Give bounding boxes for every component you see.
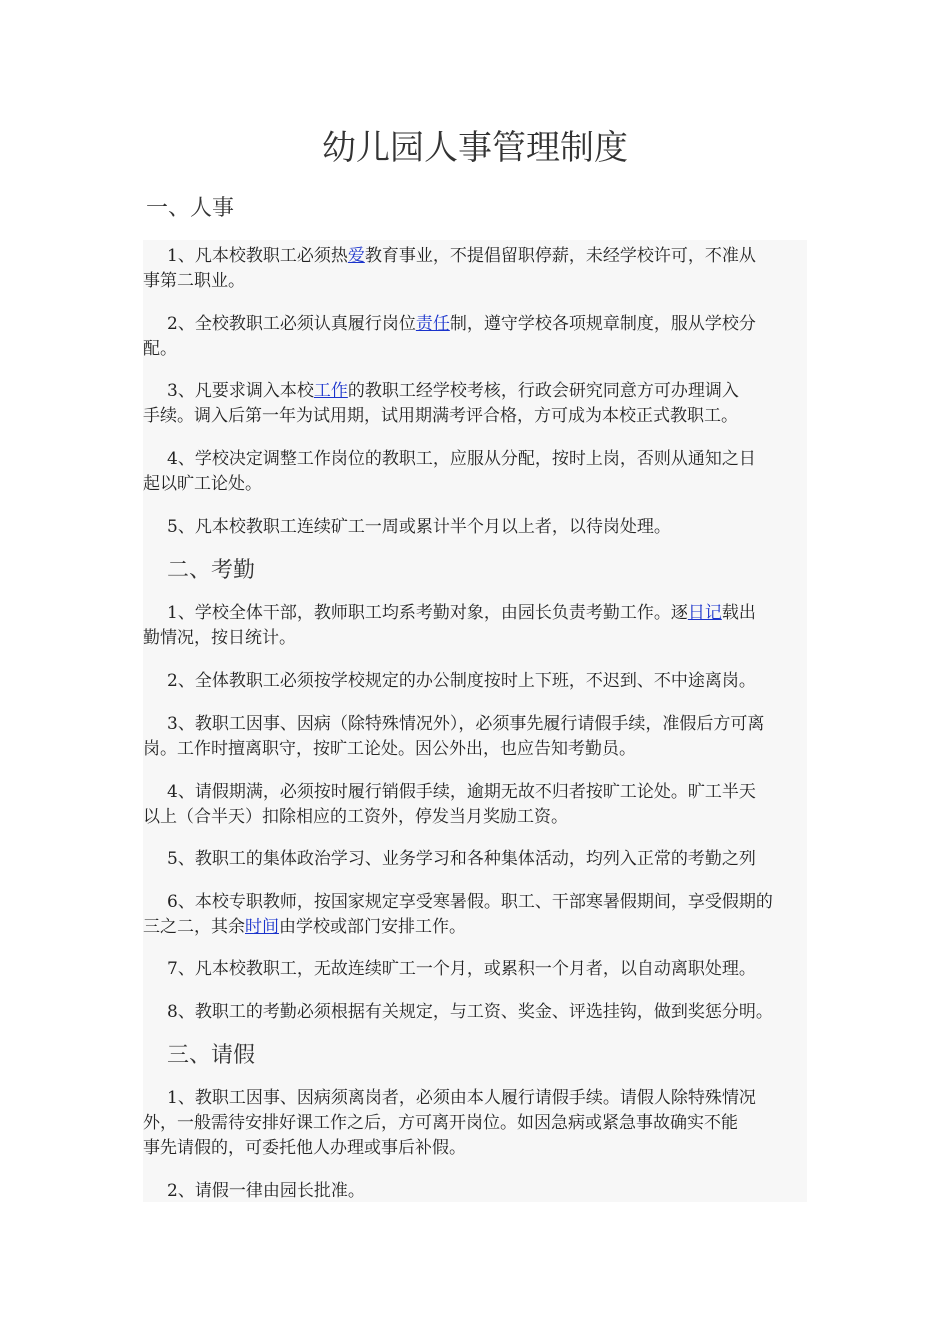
link-love[interactable]: 爱 — [347, 246, 365, 266]
paragraph-2-4: 4、请假期满，必须按时履行销假手续，逾期无故不归者按旷工论处。旷工半天 以上（合半天）扣除相应的工资外，停发当月奖励工资。 — [143, 782, 756, 827]
paragraph-1-2: 2、全校教职工必须认真履行岗位责任制，遵守学校各项规章制度，服从学校分 配。 — [143, 314, 756, 359]
paragraph-1-1: 1、凡本校教职工必须热爱教育事业，不提倡留职停薪，未经学校许可，不准从 事第二职业。 — [143, 246, 756, 291]
paragraph-2-2: 2、全体教职工必须按学校规定的办公制度按时上下班，不迟到、不中途离岗。 — [167, 671, 756, 691]
paragraph-3-2: 2、请假一律由园长批准。 — [167, 1181, 365, 1201]
paragraph-2-3: 3、教职工因事、因病（除特殊情况外），必须事先履行请假手续，准假后方可离 岗。工作时擅离职守，按旷工论处。因公外出，也应告知考勤员。 — [143, 714, 765, 759]
paragraph-2-8: 8、教职工的考勤必须根据有关规定，与工资、奖金、评选挂钩，做到奖惩分明。 — [167, 1002, 773, 1022]
section-heading-3: 三、请假 — [167, 1043, 256, 1068]
paragraph-1-3: 3、凡要求调入本校工作的教职工经学校考核，行政会研究同意方可办理调入 手续。调入后第一年为试用期，试用期满考评合格，方可成为本校正式教职工。 — [143, 381, 739, 426]
section-heading-1: 一、人事 — [146, 196, 235, 221]
link-time[interactable]: 时间 — [245, 917, 279, 937]
link-work[interactable]: 工作 — [313, 381, 348, 401]
paragraph-2-1: 1、学校全体干部，教师职工均系考勤对象，由园长负责考勤工作。逐日记载出 勤情况，按日统计。 — [143, 603, 756, 648]
paragraph-2-6: 6、本校专职教师，按国家规定享受寒暑假。职工、干部寒暑假期间，享受假期的 三之二，其余时间由学校或部门安排工作。 — [143, 892, 773, 937]
page-title: 幼儿园人事管理制度 — [322, 128, 628, 168]
link-diary[interactable]: 日记 — [687, 603, 722, 623]
section-heading-2: 二、考勤 — [167, 558, 256, 583]
paragraph-1-4: 4、学校决定调整工作岗位的教职工，应服从分配，按时上岗，否则从通知之日 起以旷工论处。 — [143, 449, 756, 494]
link-responsibility[interactable]: 责任 — [415, 314, 450, 334]
paragraph-2-7: 7、凡本校教职工，无故连续旷工一个月，或累积一个月者，以自动离职处理。 — [167, 959, 756, 979]
paragraph-1-5: 5、凡本校教职工连续矿工一周或累计半个月以上者，以待岗处理。 — [167, 517, 671, 537]
paragraph-2-5: 5、教职工的集体政治学习、业务学习和各种集体活动，均列入正常的考勤之列 — [167, 849, 756, 869]
paragraph-3-1: 1、教职工因事、因病须离岗者，必须由本人履行请假手续。请假人除特殊情况 外，一般需待安排好课工作之后，方可离开岗位。如因急病或紧急事故确实不能 事先请假的，可委托他人办理或事后补假。 — [143, 1088, 756, 1158]
